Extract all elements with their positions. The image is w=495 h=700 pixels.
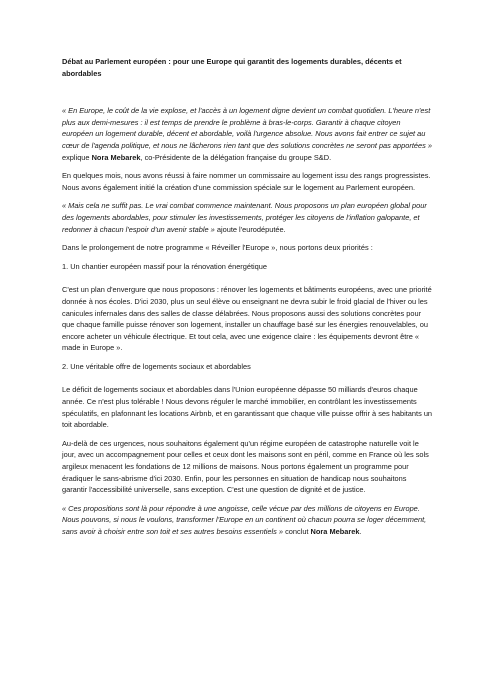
document-title: Débat au Parlement européen : pour une Europe qui garantit des logements durables, décents et abordables	[62, 57, 402, 78]
quote-text: « Mais cela ne suffit pas. Le vrai combat commence maintenant. Nous proposons un plan européen global pour des logements abordables, pour stimuler les investissements, protéger les citoyens de l'inflation galopante, et redonner à chacun l'espoir d'un avenir stable »	[62, 201, 427, 234]
paragraph-other-measures: Au-delà de ces urgences, nous souhaitons également qu'un régime européen de catastrophe naturelle voit le jour, avec un accompagnement pour celles et ceux dont les maisons sont en péril, comme en France où les sols argileux menacent les fondations de 12 millions de maisons. Nous portons également un programme pour éradiquer le sans-abrisme d'ici 2030. Enfin, pour les personnes en situation de handicap nous souhaitons garantir l'accessibilité universelle, sans exception. C'est une question de dignité et de justice.	[62, 438, 429, 495]
speaker-role: , co-Présidente de la délégation française du groupe S&D.	[140, 152, 332, 162]
closing-punctuation: .	[359, 527, 362, 536]
paragraph-second-quote	[62, 200, 433, 235]
attribution: ajoute l'eurodéputée.	[214, 224, 286, 234]
attribution-lead: explique	[62, 152, 92, 162]
paragraph-social-housing: Le déficit de logements sociaux et abordables dans l'Union européenne dépasse 50 milliards d'euros chaque année. Ce n'est plus tolérable ! Nous devons réguler le marché immobilier, en contrôlant les investissements spéculatifs, en plafonnant les locations Airbnb, et en garantissant que chaque ville puisse offrir à ses habitants un toit abordable.	[62, 385, 433, 430]
section-heading-social-housing: 2. Une véritable offre de logements sociaux et abordables	[62, 361, 251, 371]
section-heading-renovation: 1. Un chantier européen massif pour la rénovation énergétique	[62, 261, 268, 271]
paragraph-closing-quote	[62, 503, 433, 538]
speaker-name: Nora Mebarek	[91, 152, 141, 162]
paragraph-renovation: C'est un plan d'envergure que nous proposons : rénover les logements et bâtiments européens, avec une priorité donnée à nos écoles. D'ici 2030, plus un seul élève ou enseignant ne devra subir le froid glacial de l'hiver ou les canicules infernales dans des salles de classe délabrées. Nous proposons aussi des solutions concrètes pour que chaque famille puisse rénover son logement, installer un chauffage basé sur les énergies renouvelables, ou encore acheter un véhicule électrique. Et tout cela, avec une exigence claire : les équipements devront être « made in Europe ».	[62, 285, 432, 353]
paragraph-achievements: En quelques mois, nous avons réussi à faire nommer un commissaire au logement issu des rangs progressistes. Nous avons également initié la création d'une commission spéciale sur le logement au Parlement européen.	[62, 171, 431, 192]
quote-text: « Ces propositions sont là pour répondre à une angoisse, celle vécue par des millions de citoyens en Europe. Nous pouvons, si nous le voulons, transformer l'Europe en un continent où chacun pourra se loger décemment, sans avoir à choisir entre son toit et ses autres besoins essentiels »	[62, 503, 427, 536]
attribution-lead: conclut	[283, 527, 311, 536]
paragraph-intro-quote	[62, 105, 433, 163]
speaker-name: Nora Mebarek	[310, 527, 360, 536]
quote-text: « En Europe, le coût de la vie explose, et l'accès à un logement digne devient un combat quotidien. L'heure n'est plus aux demi-mesures : il est temps de prendre le problème à bras-le-corps. Garantir à chaque citoyen européen un logement durable, décent et abordable, voilà l'urgence absolue. Nous avons fait entrer ce sujet au cœur de l'agenda politique, et nous ne lâcherons rien tant que des solutions concrètes ne seront pas apportées »	[62, 106, 432, 150]
paragraph-priorities-intro: Dans le prolongement de notre programme « Réveiller l'Europe », nous portons deux priorités :	[62, 243, 373, 253]
